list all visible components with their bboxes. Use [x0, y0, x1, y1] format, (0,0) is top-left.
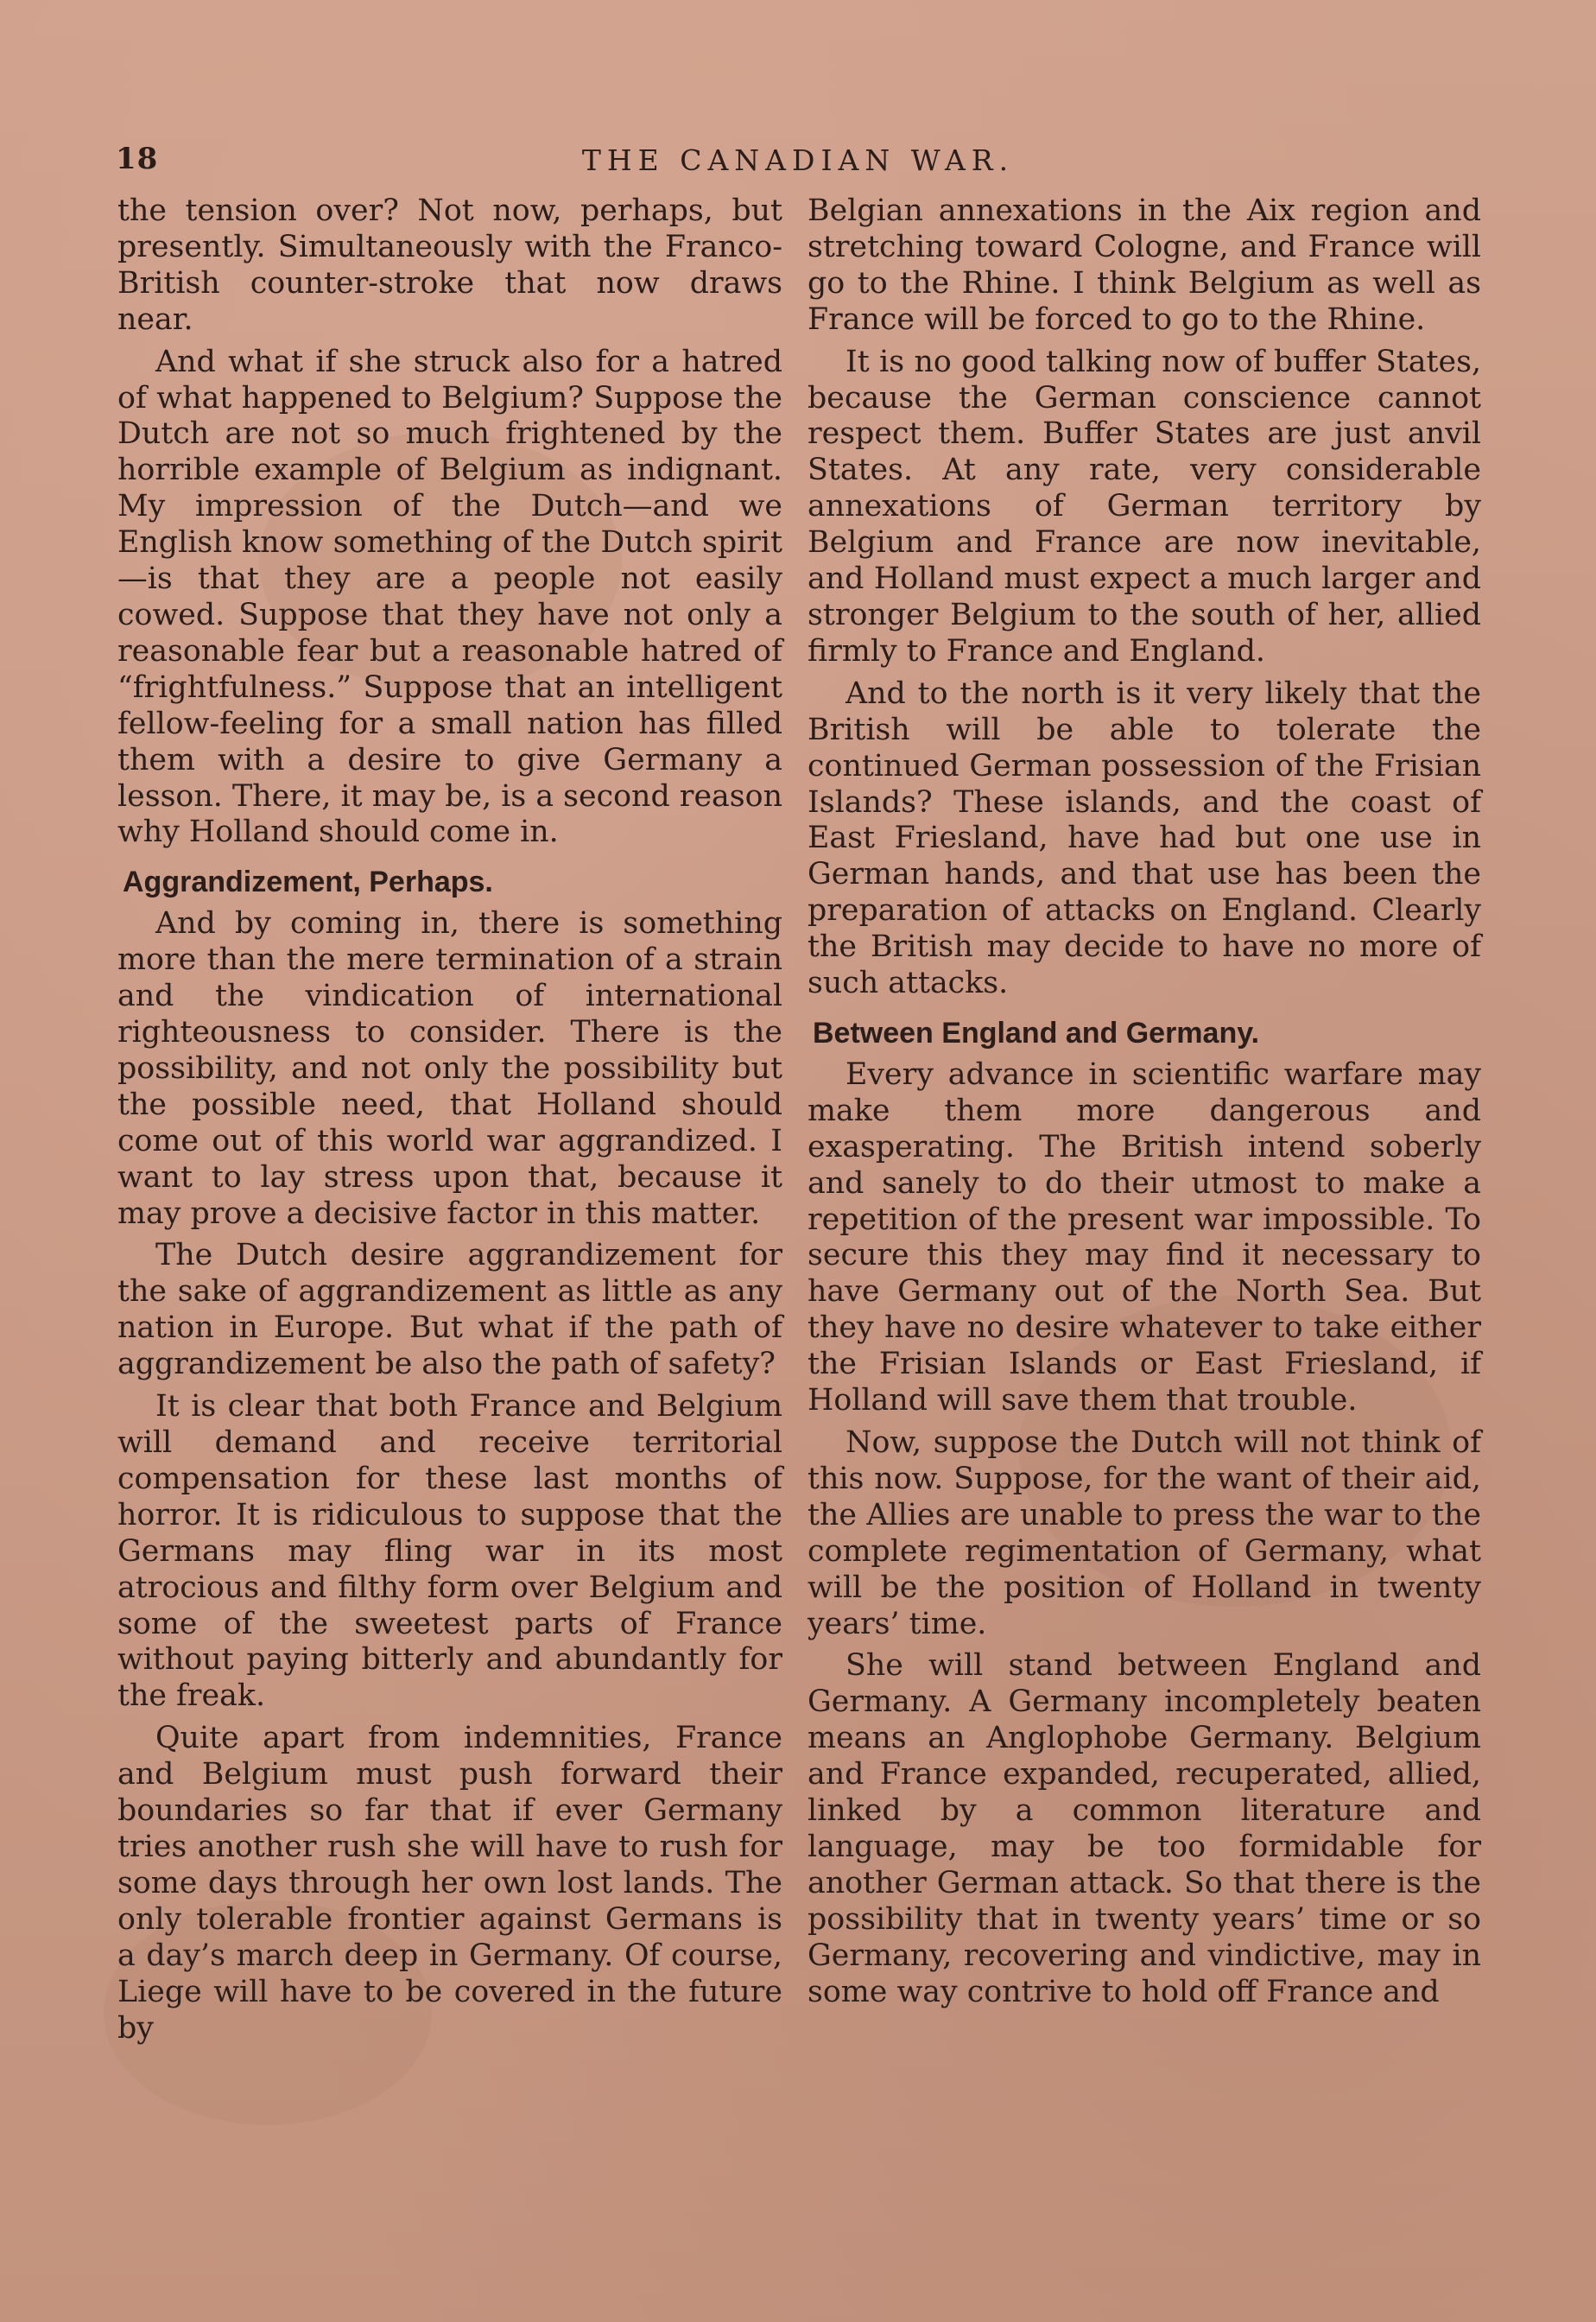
paragraph: the tension over? Not now, perhaps, but presently. Simultaneously with the Franco-British counter-stroke that now draws near.	[117, 194, 782, 337]
paragraph: The Dutch desire aggrandizement for the sake of aggrandizement as little as any nation in Europe. But what if the path of aggrandizement be also the path of safety?	[117, 1238, 782, 1382]
section-heading: Aggrandizement, Perhaps.	[123, 866, 493, 899]
right-column	[808, 194, 1481, 2011]
journal-title: THE CANADIAN WAR.	[581, 143, 1015, 177]
paragraph: And to the north is it very likely that the British will be able to tolerate the continued German possession of the Frisian Islands? These islands, and the coast of East Friesland, have had but one use in German hands, and that use has been the preparation of attacks on England. Clearly the British may decide to have no more of such attacks.	[808, 676, 1481, 1001]
paragraph: It is no good talking now of buffer States, because the German conscience cannot respect them. Buffer States are just anvil States. At any rate, very considerable annexations of German territory by Belgium and France are now inevitable, and Holland must expect a much larger and stronger Belgium to the south of her, allied firmly to France and England.	[808, 344, 1481, 669]
section-heading: Between England and Germany.	[813, 1016, 1260, 1050]
page-number: 18	[116, 142, 159, 176]
paragraph: And by coming in, there is something more than the mere termination of a strain and the vindication of international righteousness to consider. There is the possibility, and not only the possibility but the possible need, that Holland should come out of this world war aggrandized. I want to lay stress upon that, because it may prove a decisive factor in this matter.	[117, 906, 782, 1231]
paragraph: Now, suppose the Dutch will not think of this now. Suppose, for the want of their aid, the Allies are unable to press the war to the complete regimentation of Germany, what will be the position of Holland in twenty years’ time.	[808, 1425, 1481, 1641]
paragraph: Belgian annexations in the Aix region and stretching toward Cologne, and France will go to the Rhine. I think Belgium as well as France will be forced to go to the Rhine.	[808, 194, 1481, 337]
paragraph: It is clear that both France and Belgium will demand and receive territorial compensation for these last months of horror. It is ridiculous to suppose that the Germans may fling war in its most atrocious and filthy form over Belgium and some of the sweetest parts of France without paying bitterly and abundantly for the freak.	[117, 1389, 782, 1714]
paragraph: She will stand between England and Germany. A Germany incompletely beaten means an Anglophobe Germany. Belgium and France expanded, recuperated, allied, linked by a common literature and language, may be too formidable for another German attack. So that there is the possibility that in twenty years’ time or so Germany, recovering and vindictive, may in some way contrive to hold off France and	[808, 1648, 1481, 2009]
paragraph: Quite apart from indemnities, France and Belgium must push forward their boundaries so far that if ever Germany tries another rush she will have to rush for some days through her own lost lands. The only tolerable frontier against Germans is a day’s march deep in Germany. Of course, Liege will have to be covered in the future by	[117, 1721, 782, 2046]
paragraph: Every advance in scientific warfare may make them more dangerous and exasperating. The British intend soberly and sanely to do their utmost to make a repetition of the present war impossible. To secure this they may find it necessary to have Germany out of the North Sea. But they have no desire whatever to take either the Frisian Islands or East Friesland, if Holland will save them that trouble.	[808, 1056, 1481, 1418]
running-head	[116, 136, 1480, 180]
left-column	[117, 194, 782, 2046]
paragraph: And what if she struck also for a hatred of what happened to Belgium? Suppose the Dutch are not so much frightened by the horrible example of Belgium as indignant. My impression of the Dutch—and we English know something of the Dutch spirit—is that they are a people not easily cowed. Suppose that they have not only a reasonable fear but a reasonable hatred of “frightfulness.” Suppose that an intelligent fellow-feeling for a small nation has filled them with a desire to give Germany a lesson. There, it may be, is a second reason why Holland should come in.	[117, 344, 782, 850]
